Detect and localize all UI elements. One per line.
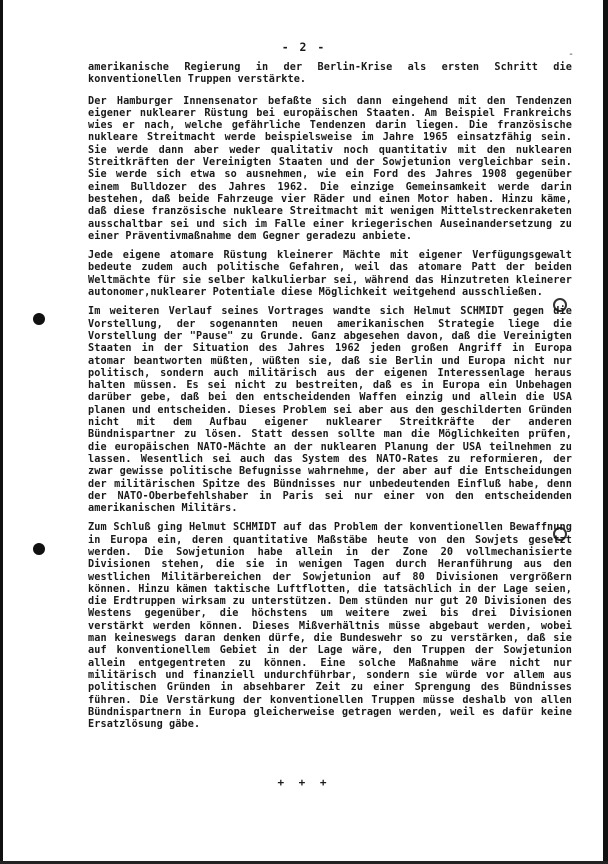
punch-hole: [33, 313, 45, 325]
paragraph: Im weiteren Verlauf seines Vortrages wandte sich Helmut SCHMIDT gegen die Vorstellung, der sogenannten neuen amerikanischen Strategie liege die Vorstellung der "Pause" zu Grunde. Ganz abgesehen davon, daß die Vereinigten Staaten in der Situation des Jahres 1962 jeden großen Angriff in Europa atomar beantworten müßten, wüßten sie, daß sie Berlin und Europa nicht nur politisch, sondern auch militärisch aus der eigenen Interessenlage heraus halten müssen. Es sei nicht zu bestreiten, daß es in Europa ein Unbehagen darüber gebe, daß bei den entscheidenden Waffen einzig und allein die USA planen und entscheiden. Dieses Problem sei aber aus den geschilderten Gründen nicht mit dem Aufbau eigener nuklearer Streitkräfte der anderen Bündnispartner zu lösen. Statt dessen sollte man die Möglichkeiten prüfen, die europäischen NATO-Mächte an der nuklearen Planung der USA teilnehmen zu lassen. Wesentlich sei auch das System des NATO-Rates zu reformieren, der zwar gewisse politische Befugnisse wahrnehme, der aber auf die Entscheidungen der militärischen Spitze des Bündnisses nur unbedeutenden Einfluß habe, denn der NATO-Oberbefehlshaber in Paris sei nur einer von den entscheidenden amerikanischen Militärs.: [88, 306, 572, 515]
paragraph: Jede eigene atomare Rüstung kleinerer Mächte mit eigener Verfügungsgewalt bedeute zudem auch politische Gefahren, weil das atomare Patt der beiden Weltmächte für sie selber kalkulierbar sei, während das Hinzutreten kleinerer autonomer,nuklearer Potentiale diese Möglichkeit weitgehend ausschließen.: [88, 250, 572, 299]
scan-border-right: [603, 0, 608, 864]
page-number: - 2 -: [281, 40, 327, 54]
document-body: [88, 62, 572, 738]
paragraph: Der Hamburger Innensenator befaßte sich dann eingehend mit den Tendenzen eigener nuklearer Rüstung bei europäischen Staaten. Am Beispiel Frankreichs wies er nach, welche gefährliche Tendenzen darin liegen. Die französische nukleare Streitmacht werde beispielsweise im Jahre 1965 einsatzfähig sein. Sie werde dann aber weder qualitativ noch quantitativ mit den nuklearen Streitkräften der Vereinigten Staaten und der Sowjetunion vergleichbar sein. Sie werde sich etwa so ausnehmen, wie ein Ford des Jahres 1908 gegenüber einem Bulldozer des Jahres 1962. Die einzige Gemeinsamkeit werde darin bestehen, daß beide Fahrzeuge vier Räder und einen Motor haben. Hinzu käme, daß diese französische nukleare Streitmacht mit wenigen Mittelstreckenraketen ausschaltbar sei und sich im Falle einer kriegerischen Auseinandersetzung zu einer Präventivmaßnahme dem Gegner geradezu anbiete.: [88, 95, 572, 242]
paragraph: Zum Schluß ging Helmut SCHMIDT auf das Problem der konventionellen Bewaffnung in Europa ein, deren quantitative Maßstäbe heute von den Sowjets gesetzt werden. Die Sowjetunion habe allein in der Zone 20 vollmechanisierte Divisionen stehen, die sie in wenigen Tagen durch Heranführung aus den westlichen Militärbereichen der Sowjetunion auf 80 Divisionen vergrößern können. Hinzu kämen taktische Luftflotten, die tatsächlich in der Lage seien, die Erdtruppen wirksam zu unterstützen. Dem stünden nur gut 20 Divisionen des Westens gegenüber, die höchstens um weitere zwei bis drei Divisionen verstärkt werden können. Dieses Mißverhältnis müsse abgebaut werden, wobei man keineswegs daran denken dürfe, die Bundeswehr so zu verstärken, daß sie auf konventionellem Gebiet in der Lage wäre, den Truppen der Sowjetunion allein entgegentreten zu können. Eine solche Maßnahme wäre nicht nur militärisch und finanziell undurchführbar, sondern sie würde vor allem aus politischen Gründen in absehbarer Zeit zu einer Sprengung des Bündnisses führen. Die Verstärkung der konventionellen Truppen müsse deshalb von allen Bündnispartnern in Europa gleicherweise getragen werden, weil es dafür keine Ersatzlösung gäbe.: [88, 522, 572, 731]
end-mark: + + +: [277, 776, 331, 789]
margin-mark: -: [567, 49, 574, 60]
paragraph: amerikanische Regierung in der Berlin-Krise als ersten Schritt die konventionellen Truppen verstärkte.: [88, 62, 572, 86]
punch-hole: [33, 543, 45, 555]
scan-border-left: [0, 0, 3, 864]
